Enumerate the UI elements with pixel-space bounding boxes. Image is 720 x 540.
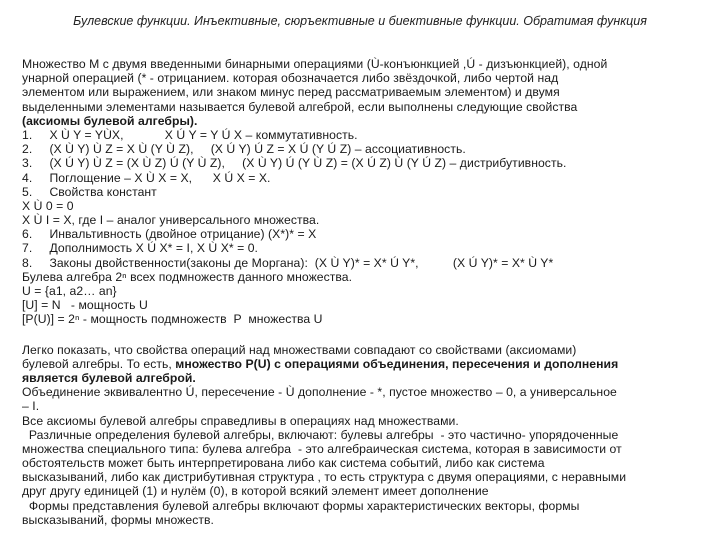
- text-line: [22, 57, 712, 71]
- text-line-content: 4. Поглощение – X Ù X = X, X Ú X = X.: [22, 170, 271, 185]
- text-line-content: элементом или выражением, или знаком минус перед рассматриваемым элементом) и двумя: [22, 85, 560, 100]
- text-line-content: Формы представления булевой алгебры включают формы характеристических векторы, формы: [22, 498, 580, 513]
- text-line: [22, 499, 712, 513]
- text-line: [22, 270, 712, 284]
- text-line: [22, 142, 712, 156]
- text-line-content: 2. (X Ù Y) Ù Z = X Ù (Y Ù Z), (X Ú Y) Ú Z = X Ú (Y Ú Z) – ассоциативность.: [22, 142, 466, 157]
- text-line: [22, 312, 712, 326]
- text-line-content: U = {a1, a2… an}: [22, 284, 117, 298]
- text-line-content: 1. X Ù Y = YÙX, X Ú Y = Y Ú X – коммутативность.: [22, 127, 358, 142]
- text-line-content: булевой алгебры. То есть,: [22, 356, 176, 371]
- text-line: [22, 71, 712, 85]
- text-line: [22, 428, 712, 442]
- text-line: [22, 484, 712, 498]
- text-line-content: Булева алгебра 2ⁿ всех подмножеств данного множества.: [22, 269, 353, 284]
- text-line-content: Все аксиомы булевой алгебры справедливы в операциях над множествами.: [22, 413, 459, 428]
- text-line: [22, 399, 712, 413]
- text-line-content: 8. Законы двойственности(законы де Моргана): (X Ù Y)* = X* Ú Y*, (X Ú Y)* = X* Ù Y*: [22, 255, 554, 270]
- text-line: [22, 371, 712, 385]
- text-line: [22, 100, 712, 114]
- paragraph-gap: [22, 327, 712, 343]
- text-line-content: выделенными элементами называется булевой алгеброй, если выполнены следующие свойства: [22, 99, 578, 114]
- text-line-content: Объединение эквивалентно Ú, пересечение - Ù дополнение - *, пустое множество – 0, а универсальное: [22, 385, 617, 400]
- text-line: [22, 213, 712, 227]
- text-line: [22, 156, 712, 170]
- text-line-content: Легко показать, что свойства операций над множествами совпадают со свойствами (аксиомами): [22, 342, 577, 357]
- text-line: [22, 385, 712, 399]
- text-line: [22, 256, 712, 270]
- text-line: [22, 241, 712, 255]
- text-line: [22, 284, 712, 298]
- text-line-content: унарной операцией (* - отрицанием. которая обозначается либо звёздочкой, либо чертой над: [22, 71, 559, 86]
- text-line: [22, 128, 712, 142]
- text-line-content: высказываний, либо как дистрибутивная структура , то есть структура с двумя операциями, с неравными: [22, 470, 627, 485]
- bold-text: множество P(U) с операциями объединения, пересечения и дополнения: [175, 356, 619, 371]
- bold-text: является булевой алгеброй.: [22, 370, 196, 385]
- text-line-content: X Ù 0 = 0: [22, 198, 74, 213]
- text-line-content: 3. (X Ú Y) Ù Z = (X Ù Z) Ú (Y Ù Z), (X Ù Y) Ú (Y Ù Z) = (X Ú Z) Ù (Y Ú Z) – дистрибутивность.: [22, 156, 567, 171]
- text-line-content: высказываний, формы множеств.: [22, 512, 214, 527]
- text-line: [22, 442, 712, 456]
- text-line: [22, 171, 712, 185]
- document-body: [22, 57, 712, 527]
- text-line-content: множества специального типа: булева алгебра - это алгебраическая система, которая в зависимости от: [22, 441, 622, 456]
- text-line: [22, 199, 712, 213]
- text-line: [22, 357, 712, 371]
- text-line: [22, 414, 712, 428]
- text-line: [22, 470, 712, 484]
- text-line: [22, 185, 712, 199]
- text-line-content: [U] = N - мощность U: [22, 298, 148, 313]
- text-line-content: [P(U)] = 2ⁿ - мощность подмножеств P множества U: [22, 312, 323, 327]
- text-line-content: Множество M с двумя введенными бинарными операциями (Ù-конъюнкцией ,Ú - дизъюнкцией), одной: [22, 57, 608, 71]
- text-line: [22, 114, 712, 128]
- page-title: Булевские функции. Инъективные, сюръективные и биективные функции. Обратимая функция: [73, 14, 647, 28]
- text-line: [22, 298, 712, 312]
- text-line: [22, 343, 712, 357]
- text-line-content: 5. Свойства констант: [22, 184, 157, 199]
- text-line-content: – I.: [22, 399, 40, 414]
- text-line-content: обстоятельств может быть интерпретирована либо как система событий, либо как система: [22, 456, 545, 471]
- text-line-content: друг другу единицей (1) и нулём (0), в которой всякий элемент имеет дополнение: [22, 484, 489, 499]
- text-line-content: 6. Инвальтивность (двойное отрицание) (X*)* = X: [22, 227, 317, 242]
- text-line-content: 7. Дополнимость X Ú X* = I, X Ù X* = 0.: [22, 241, 258, 256]
- text-line-content: Различные определения булевой алгебры, включают: булевы алгебры - это частично- упорядоченные: [22, 427, 619, 442]
- text-line-content: X Ù I = X, где I – аналог универсального множества.: [22, 213, 320, 228]
- text-line: [22, 85, 712, 99]
- text-line: [22, 227, 712, 241]
- text-line-content: (аксиомы булевой алгебры).: [22, 113, 198, 128]
- text-line: [22, 513, 712, 527]
- text-line: [22, 456, 712, 470]
